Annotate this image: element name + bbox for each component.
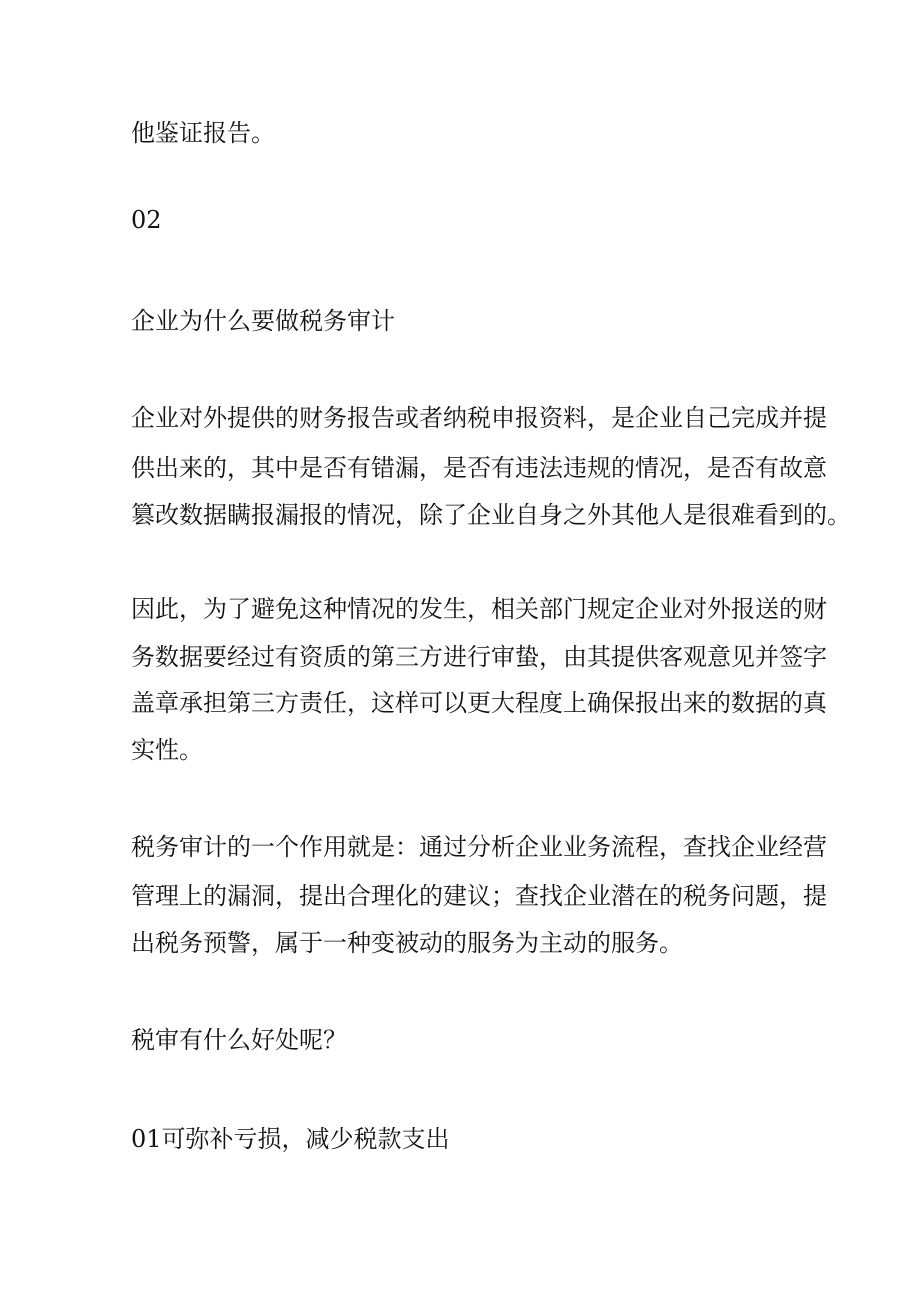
point-heading (131, 1124, 450, 1154)
point-number: 01 (131, 1125, 162, 1153)
paragraph-line: 管理上的漏洞，提出合理化的建议；查找企业潜在的税务问题，提 (131, 882, 827, 910)
paragraph-line: 务数据要经过有资质的第三方进行审蛰，由其提供客观意见并签字 (131, 643, 827, 671)
section-number: 02 (131, 206, 162, 234)
question-heading: 税审有什么好处呢？ (131, 1026, 347, 1054)
point-text: 可弥补亏损，减少税款支出 (161, 1125, 450, 1153)
paragraph-line: 税务审计的一个作用就是：通过分析企业业务流程，查找企业经营 (131, 833, 827, 861)
section-title: 企业为什么要做税务审计 (131, 307, 395, 335)
paragraph-line: 供出来的，其中是否有错漏，是否有违法违规的情况，是否有故意 (131, 454, 827, 482)
paragraph-line: 实性。 (131, 736, 203, 764)
paragraph-line: 出税务预警，属于一种变被动的服务为主动的服务。 (131, 929, 683, 957)
paragraph-line: 盖章承担第三方责任，这样可以更大程度上确保报出来的数据的真 (131, 689, 827, 717)
top-fragment: 他鉴证报告。 (131, 119, 275, 147)
paragraph-line: 企业对外提供的财务报告或者纳税申报资料，是企业自己完成并提 (131, 404, 827, 432)
paragraph-line: 篡改数据瞒报漏报的情况，除了企业自身之外其他人是很难看到的。 (131, 501, 851, 529)
paragraph-line: 因此，为了避免这种情况的发生，相关部门规定企业对外报送的财 (131, 595, 827, 623)
